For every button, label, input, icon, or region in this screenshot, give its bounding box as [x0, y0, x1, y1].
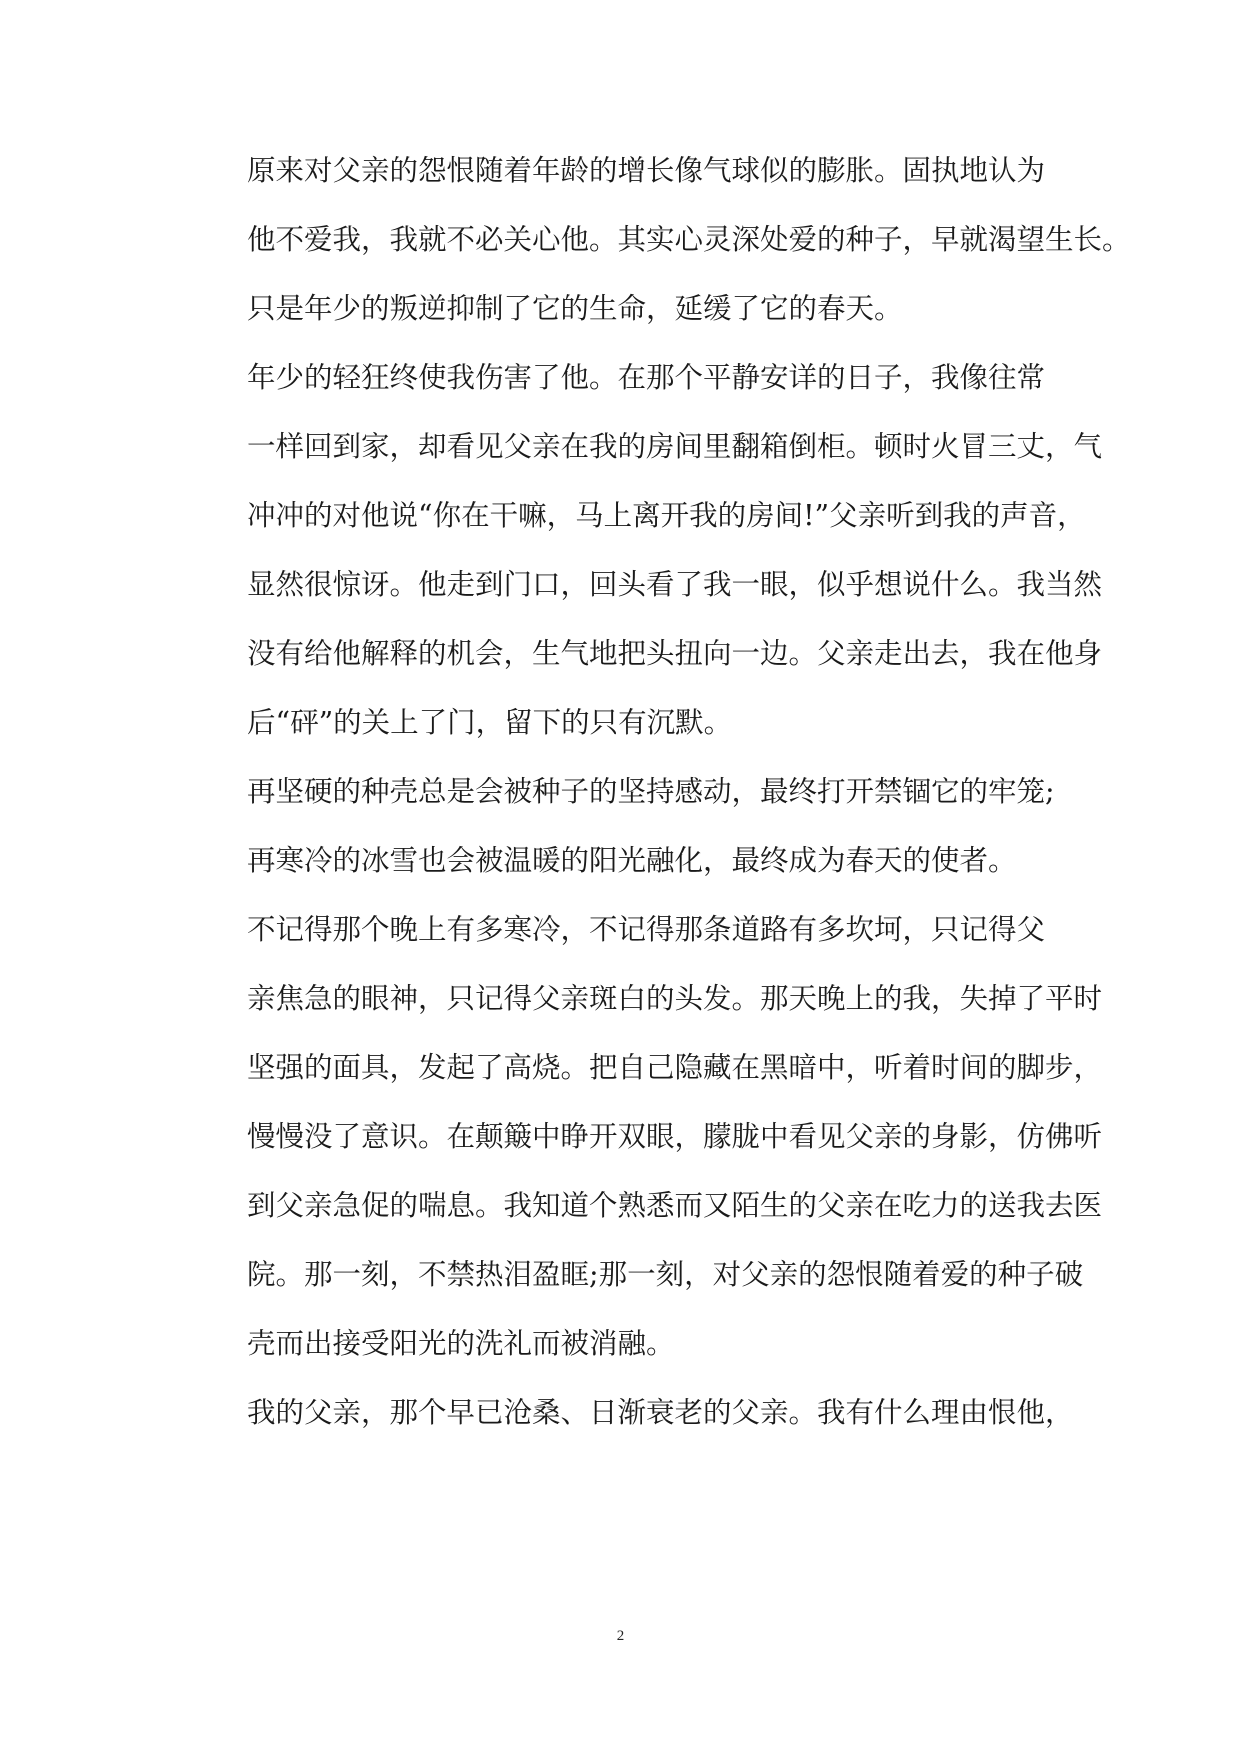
text-line: 没有给他解释的机会，生气地把头扭向一边。父亲走出去，我在他身: [247, 637, 1103, 670]
text-line: 冲冲的对他说“你在干嘛，马上离开我的房间!”父亲听到我的声音，: [247, 499, 1086, 532]
text-line: 只是年少的叛逆抑制了它的生命，延缓了它的春天。: [247, 292, 903, 325]
text-line: 不记得那个晚上有多寒冷，不记得那条道路有多坎坷，只记得父: [247, 913, 1046, 946]
text-line: 壳而出接受阳光的洗礼而被消融。: [247, 1327, 675, 1360]
text-line: 显然很惊讶。他走到门口，回头看了我一眼，似乎想说什么。我当然: [247, 568, 1103, 601]
paragraph-1: [190, 136, 1131, 343]
text-line: 年少的轻狂终使我伤害了他。在那个平静安详的日子，我像往常: [247, 361, 1046, 394]
paragraph-2: [190, 343, 1103, 757]
text-line: 原来对父亲的怨恨随着年龄的增长像气球似的膨胀。固执地认为: [247, 154, 1046, 187]
text-line: 坚强的面具，发起了高烧。把自己隐藏在黑暗中，听着时间的脚步，: [247, 1051, 1103, 1084]
text-line: 亲焦急的眼神，只记得父亲斑白的头发。那天晚上的我，失掉了平时: [247, 982, 1103, 1015]
text-line: 再寒冷的冰雪也会被温暖的阳光融化，最终成为春天的使者。: [247, 844, 1017, 877]
text-line: 慢慢没了意识。在颠簸中睁开双眼，朦胧中看见父亲的身影，仿佛听: [247, 1120, 1103, 1153]
text-line: 他不爱我，我就不必关心他。其实心灵深处爱的种子，早就渴望生长。: [247, 223, 1131, 256]
page-number: 2: [616, 1628, 625, 1644]
paragraph-5: [190, 1378, 1074, 1447]
text-line: 一样回到家，却看见父亲在我的房间里翻箱倒柜。顿时火冒三丈，气: [247, 430, 1103, 463]
text-line: 再坚硬的种壳总是会被种子的坚持感动，最终打开禁锢它的牢笼;: [247, 775, 1055, 808]
body-text: [190, 136, 1131, 1447]
text-line: 院。那一刻，不禁热泪盈眶;那一刻，对父亲的怨恨随着爱的种子破: [247, 1258, 1084, 1291]
paragraph-4: [190, 895, 1103, 1378]
text-line: 到父亲急促的喘息。我知道个熟悉而又陌生的父亲在吃力的送我去医: [247, 1189, 1103, 1222]
text-line: 我的父亲，那个早已沧桑、日渐衰老的父亲。我有什么理由恨他，: [247, 1396, 1074, 1429]
text-line: 后“砰”的关上了门，留下的只有沉默。: [247, 706, 733, 739]
paragraph-3: [190, 757, 1060, 895]
